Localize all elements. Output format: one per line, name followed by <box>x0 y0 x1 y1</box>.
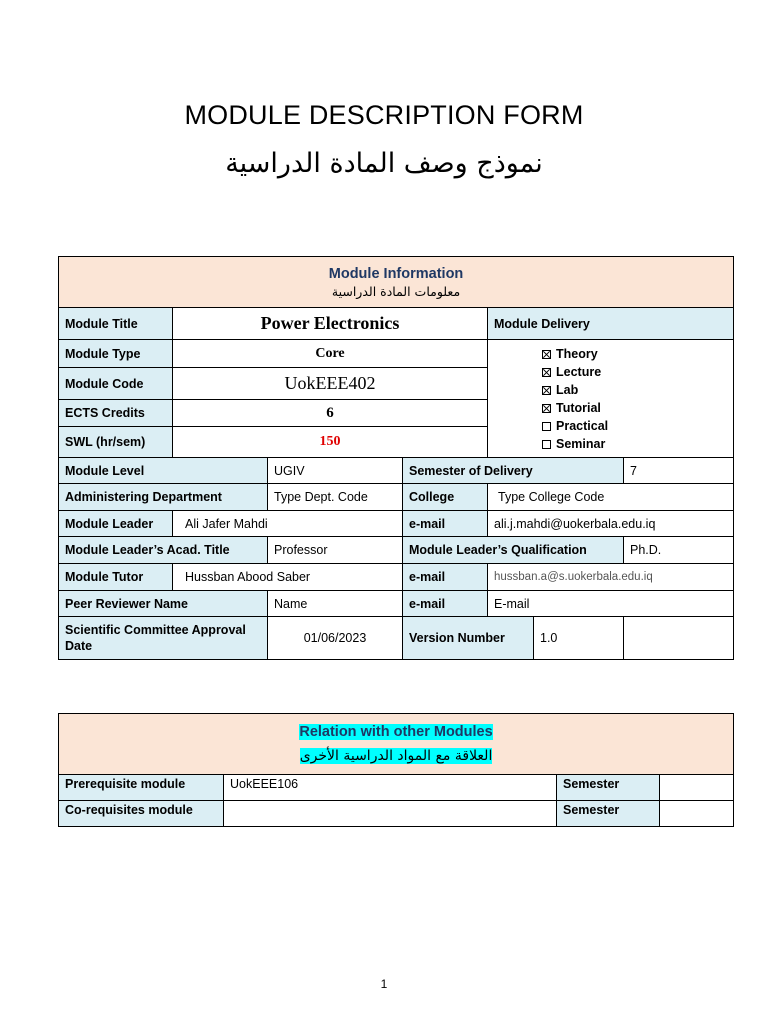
checkbox-unchecked-icon <box>542 422 551 431</box>
checkbox-checked-icon <box>542 404 551 413</box>
qualification-value: Ph.D. <box>624 537 734 564</box>
page-title: MODULE DESCRIPTION FORM <box>184 100 584 130</box>
prerequisite-label: Prerequisite module <box>59 775 224 801</box>
module-title-label: Module Title <box>59 308 173 340</box>
checkbox-checked-icon <box>542 386 551 395</box>
corequisite-label: Co-requisites module <box>59 801 224 827</box>
administering-department-value: Type Dept. Code <box>268 484 403 511</box>
leader-email-label: e-mail <box>403 511 488 537</box>
delivery-tutorial <box>542 399 727 417</box>
prerequisite-semester-value <box>660 775 734 801</box>
peer-reviewer-label: Peer Reviewer Name <box>59 591 268 617</box>
swl-value: 150 <box>173 427 488 458</box>
module-leader-label: Module Leader <box>59 511 173 537</box>
relation-title-arabic: العلاقة مع المواد الدراسية الأخرى <box>299 748 493 764</box>
prerequisite-semester-label: Semester <box>557 775 660 801</box>
checkbox-checked-icon <box>542 368 551 377</box>
delivery-seminar-label: Seminar <box>556 436 606 451</box>
delivery-lecture <box>542 363 727 381</box>
relation-title: Relation with other Modules <box>299 724 493 740</box>
prerequisite-value: UokEEE106 <box>224 775 557 801</box>
semester-of-delivery-value: 7 <box>624 458 734 484</box>
delivery-tutorial-label: Tutorial <box>556 400 601 415</box>
peer-email-label: e-mail <box>403 591 488 617</box>
module-type-label: Module Type <box>59 340 173 368</box>
college-label: College <box>403 484 488 511</box>
qualification-label: Module Leader’s Qualification <box>403 537 624 564</box>
module-code-value: UokEEE402 <box>173 368 488 400</box>
ects-credits-value: 6 <box>173 400 488 427</box>
module-level-label: Module Level <box>59 458 268 484</box>
approval-date-label: Scientific Committee Approval Date <box>59 617 268 660</box>
checkbox-checked-icon <box>542 350 551 359</box>
module-information-header <box>59 257 734 308</box>
page-number: 1 <box>380 977 388 991</box>
tutor-email-label: e-mail <box>403 564 488 591</box>
relation-modules-table <box>58 713 734 827</box>
delivery-lab <box>542 381 727 399</box>
version-cell <box>403 617 624 660</box>
module-information-title-arabic: معلومات المادة الدراسية <box>331 283 461 299</box>
delivery-lecture-label: Lecture <box>556 364 602 379</box>
delivery-theory <box>542 345 727 363</box>
version-empty-cell <box>624 617 734 660</box>
module-code-label: Module Code <box>59 368 173 400</box>
tutor-email-value[interactable]: hussban.a@s.uokerbala.edu.iq <box>488 564 734 591</box>
swl-label: SWL (hr/sem) <box>59 427 173 458</box>
corequisite-value <box>224 801 557 827</box>
delivery-seminar <box>542 435 727 453</box>
module-type-value: Core <box>173 340 488 368</box>
module-tutor-label: Module Tutor <box>59 564 173 591</box>
approval-date-value: 01/06/2023 <box>268 617 403 660</box>
delivery-practical <box>542 417 727 435</box>
module-tutor-value: Hussban Abood Saber <box>173 564 403 591</box>
ects-credits-label: ECTS Credits <box>59 400 173 427</box>
delivery-practical-label: Practical <box>556 418 609 433</box>
page-title-arabic: نموذج وصف المادة الدراسية <box>225 148 543 179</box>
checkbox-unchecked-icon <box>542 440 551 449</box>
module-level-value: UGIV <box>268 458 403 484</box>
administering-department-label: Administering Department <box>59 484 268 511</box>
leader-email-value[interactable]: ali.j.mahdi@uokerbala.edu.iq <box>488 511 734 537</box>
version-number-label: Version Number <box>403 617 534 659</box>
college-value: Type College Code <box>488 484 734 511</box>
corequisite-semester-label: Semester <box>557 801 660 827</box>
delivery-lab-label: Lab <box>556 382 579 397</box>
delivery-theory-label: Theory <box>556 346 598 361</box>
module-leader-value: Ali Jafer Mahdi <box>173 511 403 537</box>
peer-reviewer-value: Name <box>268 591 403 617</box>
corequisite-semester-value <box>660 801 734 827</box>
module-delivery-list <box>488 340 734 458</box>
relation-header <box>59 714 734 775</box>
module-information-table <box>58 256 734 660</box>
acad-title-label: Module Leader’s Acad. Title <box>59 537 268 564</box>
acad-title-value: Professor <box>268 537 403 564</box>
module-information-title: Module Information <box>328 265 464 282</box>
version-number-value: 1.0 <box>540 631 558 645</box>
semester-of-delivery-label: Semester of Delivery <box>403 458 624 484</box>
peer-email-value: E-mail <box>488 591 734 617</box>
module-delivery-label: Module Delivery <box>488 308 734 340</box>
module-title-value: Power Electronics <box>173 308 488 340</box>
